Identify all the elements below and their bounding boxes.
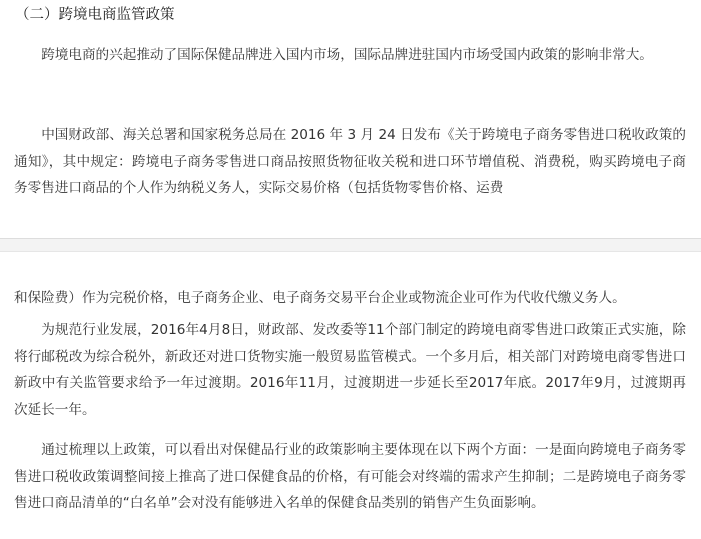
paragraph-tax-notice-continued: 和保险费）作为完税价格，电子商务企业、电子商务交易平台企业或物流企业可作为代收代缴义务人。 — [14, 290, 626, 306]
page-separator — [0, 238, 701, 252]
document-page-bottom — [0, 252, 701, 539]
paragraph-impact: 通过梳理以上政策，可以看出对保健品行业的政策影响主要体现在以下两个方面：一是面向跨境电子商务零售进口税收政策调整间接上推高了进口保健食品的价格，有可能会对终端的需求产生抑制；二是跨境电子商务零售进口商品清单的“白名单”会对没有能够进入名单的保健食品类别的销售产生负面影响。 — [14, 442, 686, 512]
paragraph-tax-notice: 中国财政部、海关总署和国家税务总局在 2016 年 3 月 24 日发布《关于跨境电子商务零售进口税收政策的通知》，其中规定：跨境电子商务零售进口商品按照货物征收关税和进口环节增值税、消费税，购买跨境电子商务零售进口商品的个人作为纳税义务人，实际交易价格（包括货物零售价格、运费 — [14, 127, 686, 197]
paragraph-new-policy: 为规范行业发展，2016年4月8日，财政部、发改委等11个部门制定的跨境电商零售进口政策正式实施，除将行邮税改为综合税外，新政还对进口货物实施一般贸易监管模式。一个多月后，相关部门对跨境电商零售进口新政中有关监管要求给予一年过渡期。2016年11月，过渡期进一步延长至2017年底。2017年9月，过渡期再次延长一年。 — [14, 322, 686, 418]
document-page-top — [0, 0, 701, 238]
section-heading: （二）跨境电商监管政策 — [15, 7, 175, 23]
paragraph-intro: 跨境电商的兴起推动了国际保健品牌进入国内市场，国际品牌进驻国内市场受国内政策的影响非常大。 — [41, 47, 653, 63]
